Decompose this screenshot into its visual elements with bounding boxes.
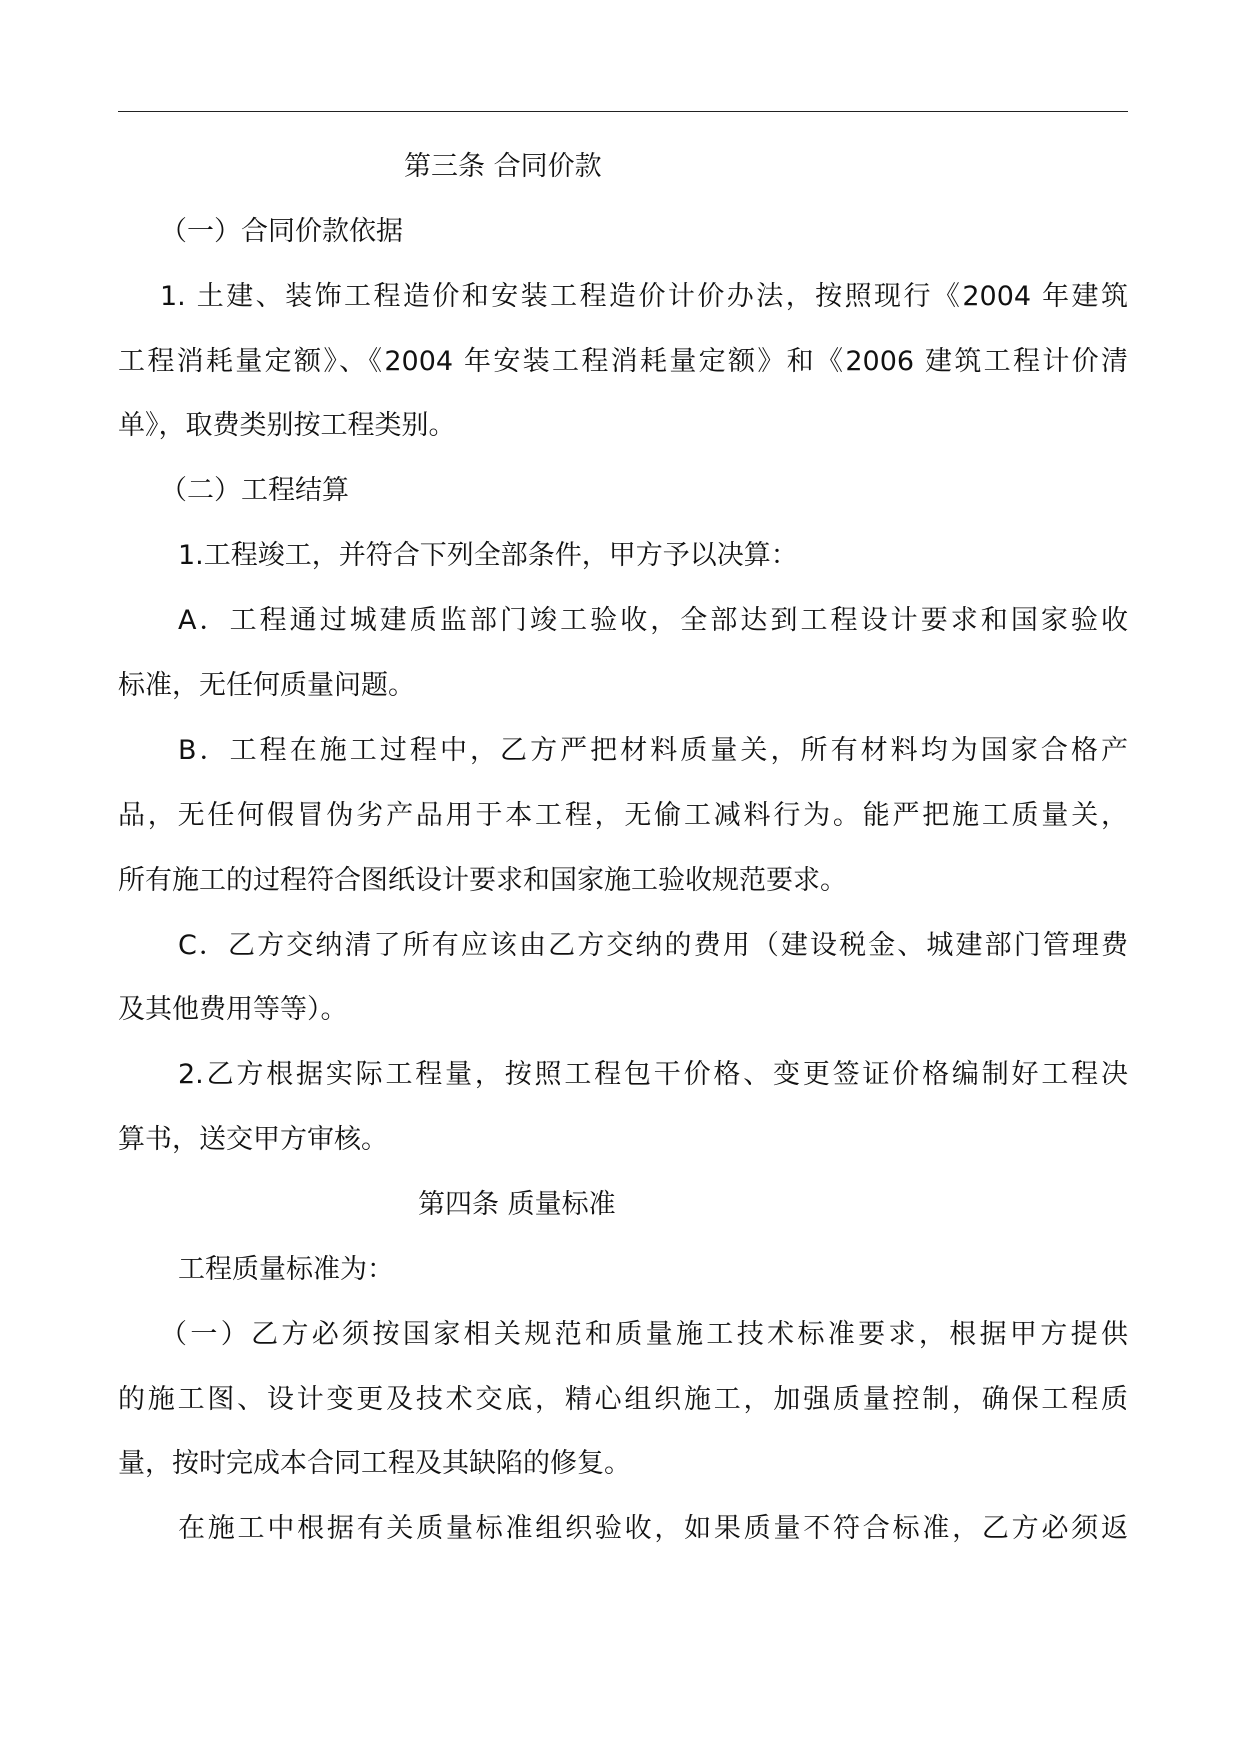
paragraph-line: （一）乙方必须按国家相关规范和质量施工技术标准要求，根据甲方提供 [160,1319,1128,1350]
paragraph-line: 1.工程竣工，并符合下列全部条件，甲方予以决算： [178,540,798,571]
paragraph-line: 的施工图、设计变更及技术交底，精心组织施工，加强质量控制，确保工程质 [118,1384,1128,1415]
paragraph-line: 品，无任何假冒伪劣产品用于本工程，无偷工减料行为。能严把施工质量关， [118,800,1128,831]
paragraph-line: 在施工中根据有关质量标准组织验收，如果质量不符合标准，乙方必须返 [178,1513,1128,1544]
paragraph-line: 单》，取费类别按工程类别。 [118,410,456,441]
paragraph-line: 量，按时完成本合同工程及其缺陷的修复。 [118,1448,631,1479]
paragraph-line: 及其他费用等等）。 [118,994,348,1025]
header-rule [118,111,1128,112]
paragraph-line: 2.乙方根据实际工程量，按照工程包干价格、变更签证价格编制好工程决 [178,1059,1128,1090]
paragraph-line: C．乙方交纳清了所有应该由乙方交纳的费用（建设税金、城建部门管理费 [178,930,1128,961]
paragraph-line: 算书，送交甲方审核。 [118,1124,388,1155]
paragraph-line: 工程消耗量定额》、《2004 年安装工程消耗量定额》和《2006 建筑工程计价清 [118,346,1128,377]
paragraph-line: 标准，无任何质量问题。 [118,670,415,701]
paragraph-line: 所有施工的过程符合图纸设计要求和国家施工验收规范要求。 [118,865,847,896]
article-3-heading: 第三条 合同价款 [404,151,602,182]
article-4-heading: 第四条 质量标准 [418,1189,616,1220]
section-2-heading: （二）工程结算 [160,475,349,506]
section-1-heading: （一）合同价款依据 [160,216,403,247]
paragraph-line: A．工程通过城建质监部门竣工验收，全部达到工程设计要求和国家验收 [178,605,1128,636]
paragraph-line: B．工程在施工过程中，乙方严把材料质量关，所有材料均为国家合格产 [178,735,1128,766]
paragraph-line: 工程质量标准为： [178,1254,394,1285]
paragraph-line: 1. 土建、装饰工程造价和安装工程造价计价办法，按照现行《2004 年建筑 [160,281,1128,312]
